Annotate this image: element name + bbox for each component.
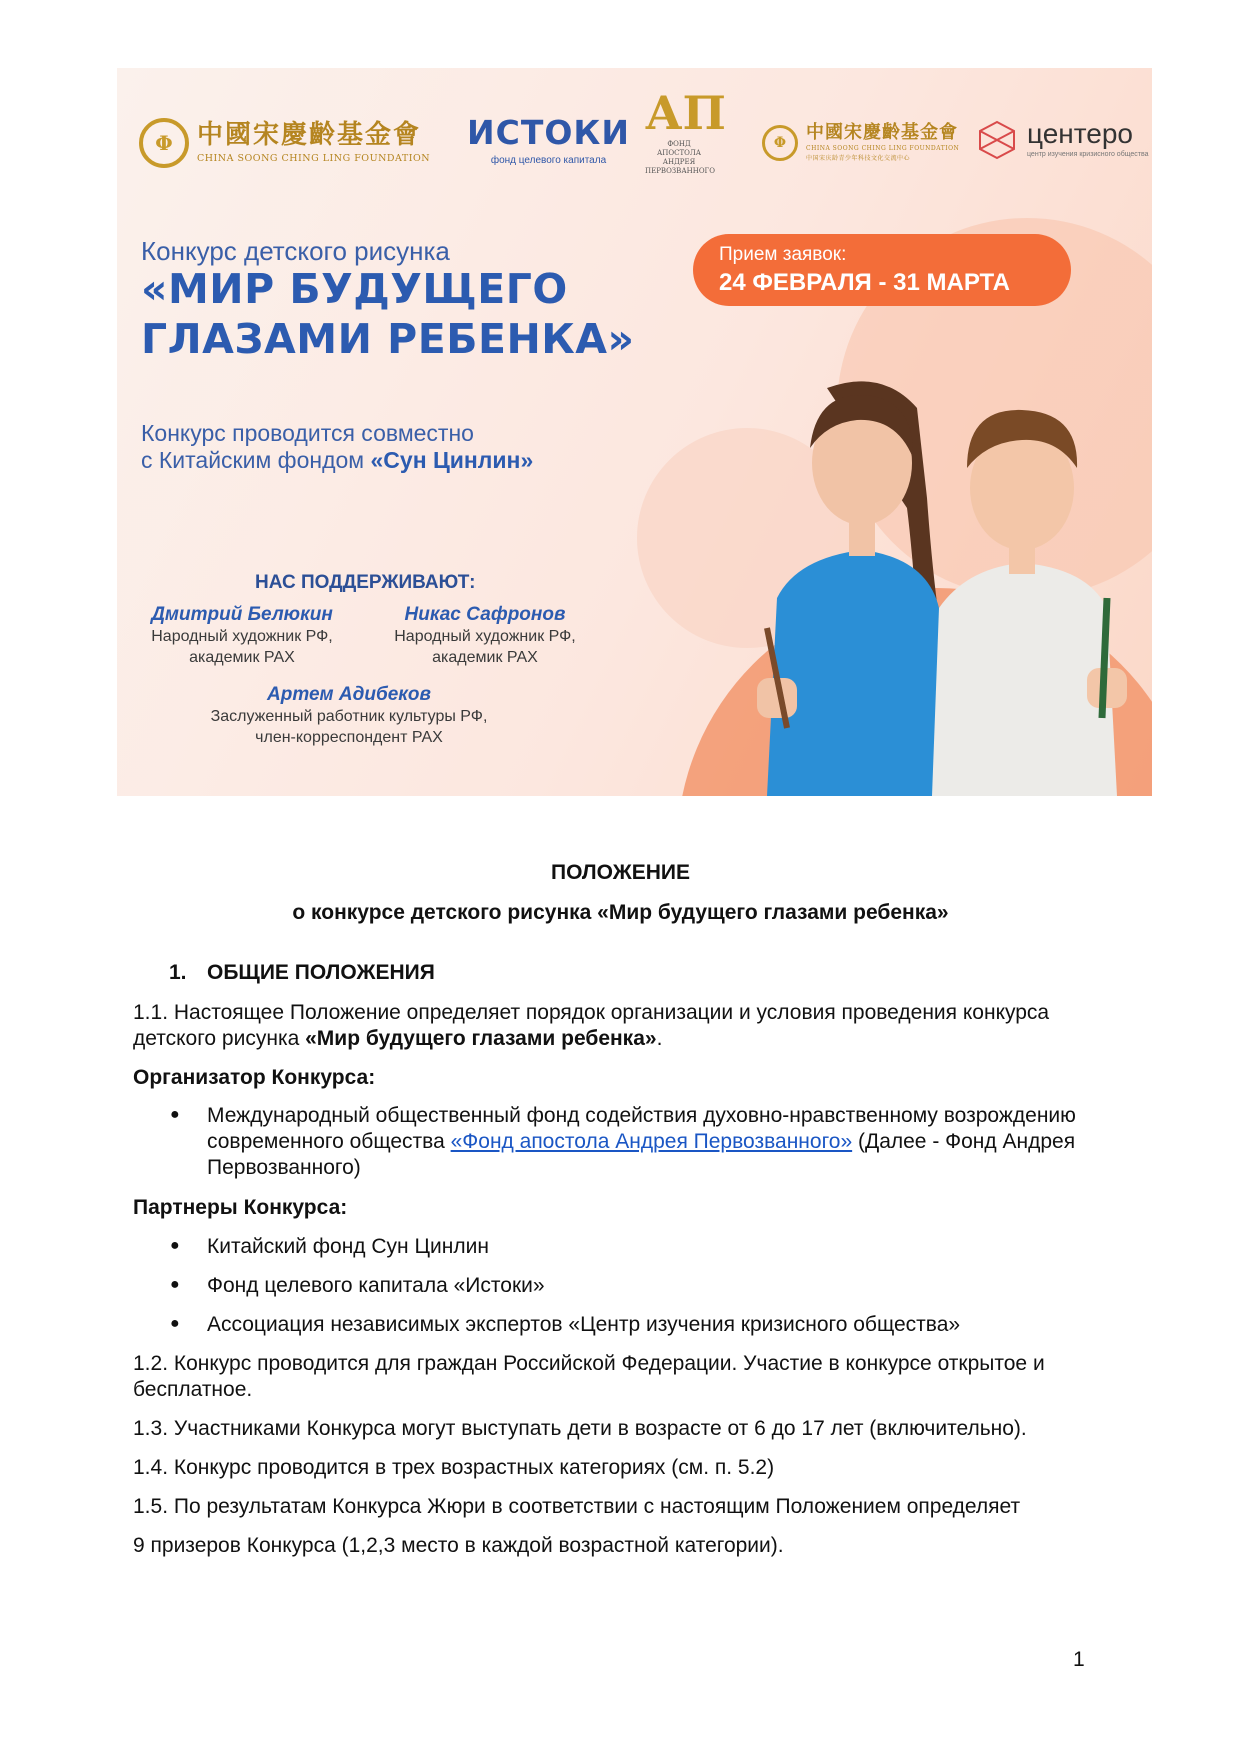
children-photo [677, 368, 1152, 796]
bullet-icon: ● [170, 1106, 180, 1123]
supporter-role: академик РАХ [189, 649, 295, 666]
contest-name: «Мир будущего глазами ребенка» [305, 1027, 657, 1050]
page-number: 1 [1073, 1648, 1085, 1671]
section-heading: ОБЩИЕ ПОЛОЖЕНИЯ [207, 961, 435, 984]
bullet-icon: ● [170, 1315, 180, 1332]
cooperation-note [141, 420, 533, 474]
supporter-role: академик РАХ [432, 649, 538, 666]
paragraph-line: 1.2. Конкурс проводится для граждан Российской Федерации. Участие в конкурсе открытое и [133, 1352, 1045, 1375]
supporter-role: Заслуженный работник культуры РФ, [210, 708, 488, 725]
paragraph-line [133, 1026, 1154, 1052]
organizer-item [207, 1103, 1154, 1181]
paragraph-text: детского рисунка [133, 1027, 306, 1050]
supporter-name: Никас Сафронов [404, 604, 566, 625]
logo-chinese-text: 中國宋慶齡基金會 [806, 122, 958, 143]
soong-youth-center-logo [762, 124, 959, 162]
document-title: ПОЛОЖЕНИЕ [551, 861, 690, 884]
ap-emblem: АП [645, 86, 726, 140]
foundation-seal-icon: Φ [139, 118, 189, 168]
soong-ching-ling-logo [139, 118, 430, 168]
istoki-title: ИСТОКИ [467, 113, 630, 152]
cooperation-line: Конкурс проводится совместно [141, 420, 474, 446]
partners-heading: Партнеры Конкурса: [133, 1196, 348, 1219]
paragraph-line: бесплатное. [133, 1378, 253, 1401]
contest-title-line: ГЛАЗАМИ РЕБЕНКА» [141, 315, 635, 363]
cooperation-text: с Китайским фондом [141, 447, 371, 473]
supporter-role: Народный художник РФ, [394, 628, 576, 645]
foundation-seal-icon: Φ [762, 125, 798, 161]
logo-chinese-subline: 中国宋庆龄青少年科技文化交流中心 [806, 155, 911, 162]
supporter-name: Дмитрий Белюкин [151, 604, 333, 625]
paragraph-1-5-cont: 9 призеров Конкурса (1,2,3 место в каждой возрастной категории). [133, 1534, 784, 1557]
document-subtitle: о конкурсе детского рисунка «Мир будущего глазами ребенка» [292, 901, 949, 924]
centero-subtitle: центр изучения кризисного общества [1027, 151, 1149, 159]
supporter-role: Народный художник РФ, [151, 628, 333, 645]
supporter [370, 604, 600, 668]
cooperation-partner-name: «Сун Цинлин» [370, 447, 534, 473]
istoki-logo [467, 113, 630, 166]
partner-item: Ассоциация независимых экспертов «Центр изучения кризисного общества» [207, 1313, 961, 1336]
applications-label: Прием заявок: [719, 244, 847, 265]
paragraph-line: Международный общественный фонд содействия духовно-нравственному возрождению [207, 1104, 1076, 1127]
paragraph-line: Первозванного) [207, 1156, 361, 1179]
paragraph-line [207, 1129, 1154, 1155]
paragraph-text: (Далее - Фонд Андрея [852, 1130, 1076, 1153]
supporter-role: член-корреспондент РАХ [255, 729, 443, 746]
logo-chinese-text: 中國宋慶齡基金會 [197, 120, 422, 150]
organizer-link[interactable]: «Фонд апостола Андрея Первозванного» [450, 1130, 853, 1153]
contest-title-line: «МИР БУДУЩЕГО [141, 265, 568, 313]
logo-english-text: CHINA SOONG CHING LING FOUNDATION [197, 153, 431, 164]
centero-name: центеро [1027, 118, 1133, 150]
contest-label: Конкурс детского рисунка [141, 236, 450, 266]
bullet-icon: ● [170, 1237, 180, 1254]
contest-banner [117, 68, 1152, 796]
organizer-heading: Организатор Конкурса: [133, 1066, 376, 1089]
paragraph-1-3: 1.3. Участниками Конкурса могут выступать дети в возрасте от 6 до 17 лет (включительно). [133, 1417, 1027, 1440]
centero-logo [977, 120, 1149, 160]
paragraph-line: 1.1. Настоящее Положение определяет порядок организации и условия проведения конкурса [133, 1001, 1050, 1024]
paragraph-text: . [656, 1027, 663, 1050]
partner-item: Фонд целевого капитала «Истоки» [207, 1274, 545, 1297]
istoki-subtitle: фонд целевого капитала [490, 155, 607, 166]
supporters-heading: НАС ПОДДЕРЖИВАЮТ: [255, 572, 476, 593]
paragraph-1-2 [133, 1351, 1154, 1403]
apostle-andrew-fund-logo [645, 86, 726, 176]
section-number: 1. [169, 961, 187, 984]
supporter-name: Артем Адибеков [267, 684, 431, 705]
ap-caption: ФОНД АПОСТОЛА АНДРЕЯ ПЕРВОЗВАННОГО [645, 140, 715, 176]
logo-english-text: CHINA SOONG CHING LING FOUNDATION [806, 145, 960, 152]
applications-badge [693, 234, 1071, 306]
supporter [127, 604, 357, 668]
bullet-icon: ● [170, 1276, 180, 1293]
paragraph-1-4: 1.4. Конкурс проводится в трех возрастных категориях (см. п. 5.2) [133, 1456, 775, 1479]
paragraph-text: современного общества [207, 1130, 451, 1153]
centero-hex-icon [977, 120, 1017, 160]
partner-item: Китайский фонд Сун Цинлин [207, 1235, 489, 1258]
cooperation-line [141, 447, 533, 474]
applications-dates: 24 ФЕВРАЛЯ - 31 МАРТА [719, 269, 1010, 296]
contest-title [141, 264, 635, 364]
paragraph-1-5: 1.5. По результатам Конкурса Жюри в соответствии с настоящим Положением определяет [133, 1495, 1021, 1518]
supporter [179, 684, 519, 748]
paragraph-1-1 [133, 1000, 1154, 1052]
